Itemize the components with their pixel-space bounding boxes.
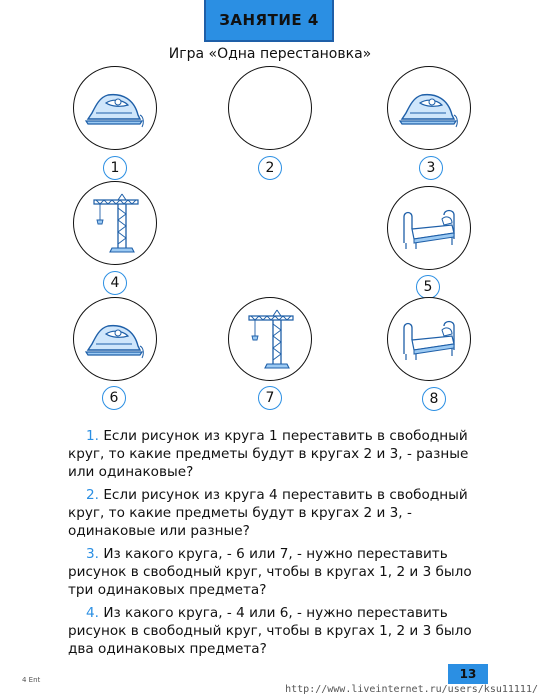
question-number: 1. xyxy=(86,428,99,444)
crane-icon xyxy=(237,306,303,372)
iron-icon xyxy=(82,306,148,372)
picture-circle-6 xyxy=(73,297,157,381)
game-title: Игра «Одна перестановка» xyxy=(168,46,372,62)
lesson-title-band xyxy=(204,0,334,42)
question-1 xyxy=(68,427,488,481)
picture-circle-1 xyxy=(73,66,157,150)
picture-circle-7 xyxy=(228,297,312,381)
circle-number-8: 8 xyxy=(422,387,446,411)
question-4 xyxy=(68,604,488,658)
question-list xyxy=(68,427,488,663)
footnote: 4 Ent xyxy=(22,676,41,684)
circle-number-7: 7 xyxy=(258,386,282,410)
circle-number-1: 1 xyxy=(103,156,127,180)
picture-circle-3 xyxy=(387,66,471,150)
iron-icon xyxy=(82,75,148,141)
iron-icon xyxy=(396,75,462,141)
question-number: 2. xyxy=(86,487,99,503)
bed-icon xyxy=(396,306,462,372)
question-number: 4. xyxy=(86,605,99,621)
picture-circle-5 xyxy=(387,186,471,270)
circle-number-3: 3 xyxy=(419,156,443,180)
question-2 xyxy=(68,486,488,540)
crane-icon xyxy=(82,190,148,256)
question-number: 3. xyxy=(86,546,99,562)
lesson-title: ЗАНЯТИЕ 4 xyxy=(219,11,319,29)
circle-number-4: 4 xyxy=(103,271,127,295)
picture-circle-2-empty xyxy=(228,66,312,150)
question-3 xyxy=(68,545,488,599)
circle-number-5: 5 xyxy=(416,275,440,299)
page-number: 13 xyxy=(448,664,488,684)
circle-number-2: 2 xyxy=(258,156,282,180)
bed-icon xyxy=(396,195,462,261)
question-text: Если рисунок из круга 1 переставить в свободный круг, то какие предметы будут в кругах 2 и 3, - разные или одинаковые? xyxy=(68,428,469,480)
question-text: Из какого круга, - 6 или 7, - нужно переставить рисунок в свободный круг, чтобы в кругах 1, 2 и 3 было три одинаковых предмета? xyxy=(68,546,472,598)
picture-circle-8 xyxy=(387,297,471,381)
question-text: Из какого круга, - 4 или 6, - нужно переставить рисунок в свободный круг, чтобы в кругах 1, 2 и 3 было два одинаковых предмета? xyxy=(68,605,472,657)
question-text: Если рисунок из круга 4 переставить в свободный круг, то какие предметы будут в кругах 2 и 3, - одинаковые или разные? xyxy=(68,487,468,539)
picture-circle-4 xyxy=(73,181,157,265)
source-url: http://www.liveinternet.ru/users/ksu11111/ xyxy=(285,684,538,695)
circle-number-6: 6 xyxy=(102,386,126,410)
